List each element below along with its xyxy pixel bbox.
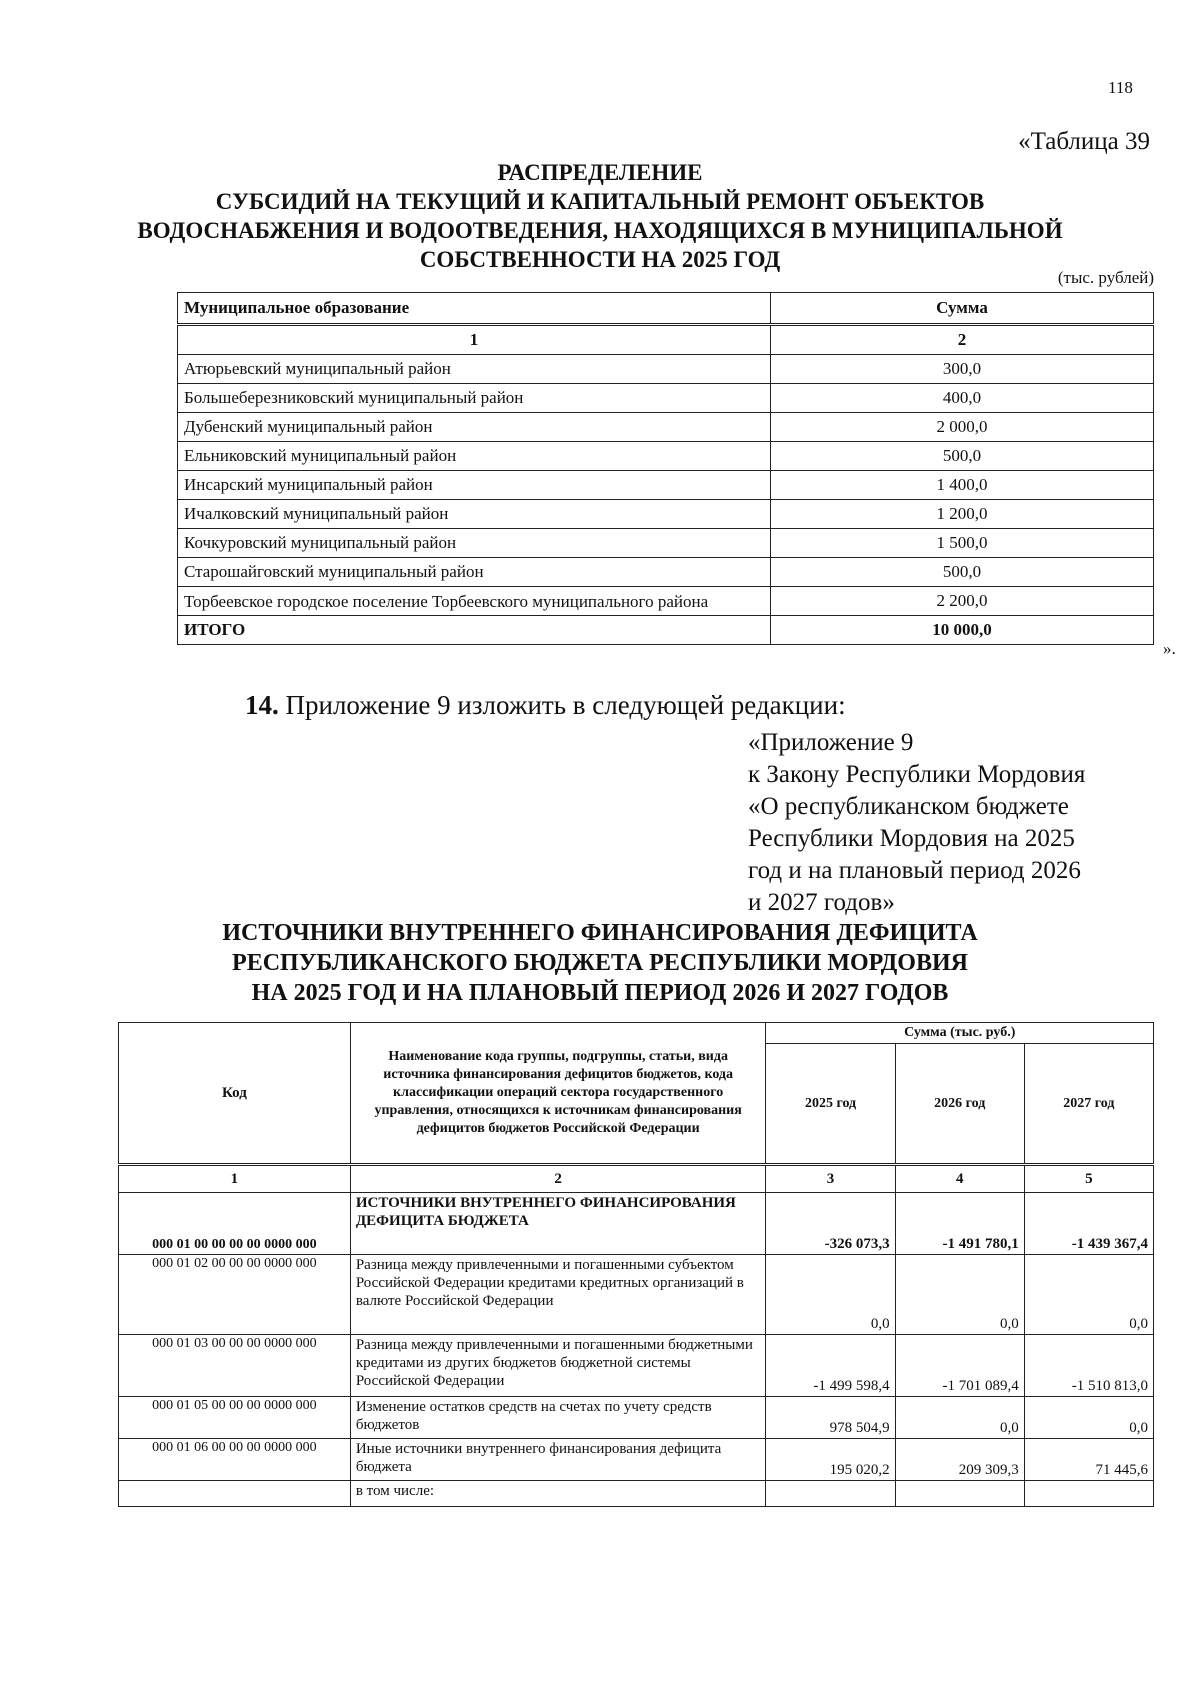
row-name: Торбеевское городское поселение Торбеевского муниципального района	[178, 587, 771, 616]
title-line: РЕСПУБЛИКАНСКОГО БЮДЖЕТА РЕСПУБЛИКИ МОРДОВИЯ	[232, 950, 968, 976]
row-name: Ичалковский муниципальный район	[178, 500, 771, 529]
appendix-line: год и на плановый период 2026	[748, 857, 1081, 884]
col-number: 2	[771, 325, 1154, 355]
table-row	[178, 355, 1154, 384]
header-name: Наименование кода группы, подгруппы, статьи, вида источника финансирования дефицитов бюджетов, кода классификации операций сектора государственного управления, относящихся к источникам финансирования дефицитов бюджетов Российской Федерации	[350, 1023, 766, 1165]
header-row	[178, 293, 1154, 325]
row-name: ИСТОЧНИКИ ВНУТРЕННЕГО ФИНАНСИРОВАНИЯ ДЕФИЦИТА БЮДЖЕТА	[350, 1193, 766, 1255]
appendix-header	[748, 727, 1085, 919]
page-number: 118	[1108, 78, 1133, 97]
table-row	[178, 529, 1154, 558]
table-row	[178, 500, 1154, 529]
row-code	[119, 1481, 351, 1507]
row-code: 000 01 02 00 00 00 0000 000	[119, 1255, 351, 1335]
row-2026: 0,0	[895, 1255, 1024, 1335]
row-sum: 1 200,0	[771, 500, 1154, 529]
table-row	[119, 1193, 1154, 1255]
table-row	[178, 587, 1154, 616]
table-row	[178, 384, 1154, 413]
column-numbers-row	[119, 1165, 1154, 1193]
appendix-line: и 2027 годов»	[748, 889, 895, 916]
row-code: 000 01 03 00 00 00 0000 000	[119, 1335, 351, 1397]
row-name: Инсарский муниципальный район	[178, 471, 771, 500]
total-sum: 10 000,0	[771, 616, 1154, 645]
row-sum: 2 200,0	[771, 587, 1154, 616]
paragraph-14	[245, 690, 846, 721]
table-row	[178, 558, 1154, 587]
row-name: Ельниковский муниципальный район	[178, 442, 771, 471]
sources-title	[0, 918, 1200, 1008]
col-number: 4	[895, 1165, 1024, 1193]
table-reference: «Таблица 39	[1018, 128, 1150, 155]
row-sum: 1 400,0	[771, 471, 1154, 500]
appendix-line: «О республиканском бюджете	[748, 793, 1069, 820]
row-sum: 1 500,0	[771, 529, 1154, 558]
row-name: Разница между привлеченными и погашенными субъектом Российской Федерации кредитами кредитных организаций в валюте Российской Федерации	[350, 1255, 766, 1335]
paragraph-number: 14.	[245, 690, 279, 720]
col-number: 2	[350, 1165, 766, 1193]
total-label: ИТОГО	[178, 616, 771, 645]
title-line: ИСТОЧНИКИ ВНУТРЕННЕГО ФИНАНСИРОВАНИЯ ДЕФИЦИТА	[222, 920, 978, 946]
title-line: СУБСИДИЙ НА ТЕКУЩИЙ И КАПИТАЛЬНЫЙ РЕМОНТ ОБЪЕКТОВ	[215, 189, 985, 214]
row-name: в том числе:	[350, 1481, 766, 1507]
subsidies-table	[177, 292, 1154, 645]
row-code: 000 01 06 00 00 00 0000 000	[119, 1439, 351, 1481]
header-year: 2025 год	[766, 1044, 895, 1165]
table-row	[178, 442, 1154, 471]
paragraph-text: Приложение 9 изложить в следующей редакции:	[285, 690, 846, 720]
row-2026: -1 491 780,1	[895, 1193, 1024, 1255]
title-line: РАСПРЕДЕЛЕНИЕ	[497, 160, 703, 185]
row-sum: 2 000,0	[771, 413, 1154, 442]
row-sum: 500,0	[771, 558, 1154, 587]
sources-table	[118, 1022, 1154, 1507]
row-name: Иные источники внутреннего финансирования дефицита бюджета	[350, 1439, 766, 1481]
table-row	[119, 1397, 1154, 1439]
row-name: Разница между привлеченными и погашенными бюджетными кредитами из других бюджетов бюджетной системы Российской Федерации	[350, 1335, 766, 1397]
table39-title	[0, 158, 1200, 274]
table-row	[178, 413, 1154, 442]
row-sum: 500,0	[771, 442, 1154, 471]
unit-label: (тыс. рублей)	[1057, 268, 1154, 287]
row-2025: -326 073,3	[766, 1193, 895, 1255]
table-row	[119, 1335, 1154, 1397]
header-code: Код	[119, 1023, 351, 1165]
column-numbers-row	[178, 325, 1154, 355]
row-2026	[895, 1481, 1024, 1507]
row-2026: 209 309,3	[895, 1439, 1024, 1481]
title-line: НА 2025 ГОД И НА ПЛАНОВЫЙ ПЕРИОД 2026 И 2027 ГОДОВ	[251, 980, 949, 1006]
header-row	[119, 1023, 1154, 1044]
col-number: 1	[178, 325, 771, 355]
row-2027: -1 510 813,0	[1024, 1335, 1153, 1397]
header-municipality: Муниципальное образование	[178, 293, 771, 325]
table-row	[178, 471, 1154, 500]
row-2025: 0,0	[766, 1255, 895, 1335]
row-name: Кочкуровский муниципальный район	[178, 529, 771, 558]
col-number: 5	[1024, 1165, 1153, 1193]
row-2025: -1 499 598,4	[766, 1335, 895, 1397]
row-2027: -1 439 367,4	[1024, 1193, 1153, 1255]
row-2025	[766, 1481, 895, 1507]
table-row	[119, 1481, 1154, 1507]
appendix-line: к Закону Республики Мордовия	[748, 761, 1086, 788]
closing-mark: ».	[1163, 639, 1176, 658]
table-row	[119, 1255, 1154, 1335]
row-2025: 978 504,9	[766, 1397, 895, 1439]
row-sum: 400,0	[771, 384, 1154, 413]
row-name: Большеберезниковский муниципальный район	[178, 384, 771, 413]
row-2025: 195 020,2	[766, 1439, 895, 1481]
appendix-line: Республики Мордовия на 2025	[748, 825, 1075, 852]
row-2026: -1 701 089,4	[895, 1335, 1024, 1397]
title-line: ВОДОСНАБЖЕНИЯ И ВОДООТВЕДЕНИЯ, НАХОДЯЩИХСЯ В МУНИЦИПАЛЬНОЙ	[137, 218, 1063, 243]
col-number: 3	[766, 1165, 895, 1193]
row-name: Атюрьевский муниципальный район	[178, 355, 771, 384]
table-row	[119, 1439, 1154, 1481]
row-code: 000 01 05 00 00 00 0000 000	[119, 1397, 351, 1439]
header-sum-group: Сумма (тыс. руб.)	[766, 1023, 1154, 1044]
appendix-line: «Приложение 9	[748, 729, 914, 756]
row-name: Изменение остатков средств на счетах по учету средств бюджетов	[350, 1397, 766, 1439]
col-number: 1	[119, 1165, 351, 1193]
row-name: Старошайговский муниципальный район	[178, 558, 771, 587]
total-row	[178, 616, 1154, 645]
title-line: СОБСТВЕННОСТИ НА 2025 ГОД	[419, 247, 781, 272]
row-2026: 0,0	[895, 1397, 1024, 1439]
row-2027: 0,0	[1024, 1397, 1153, 1439]
row-2027: 0,0	[1024, 1255, 1153, 1335]
header-year: 2026 год	[895, 1044, 1024, 1165]
row-code: 000 01 00 00 00 00 0000 000	[119, 1193, 351, 1255]
row-2027	[1024, 1481, 1153, 1507]
row-sum: 300,0	[771, 355, 1154, 384]
header-sum: Сумма	[771, 293, 1154, 325]
header-year: 2027 год	[1024, 1044, 1153, 1165]
row-name: Дубенский муниципальный район	[178, 413, 771, 442]
row-2027: 71 445,6	[1024, 1439, 1153, 1481]
